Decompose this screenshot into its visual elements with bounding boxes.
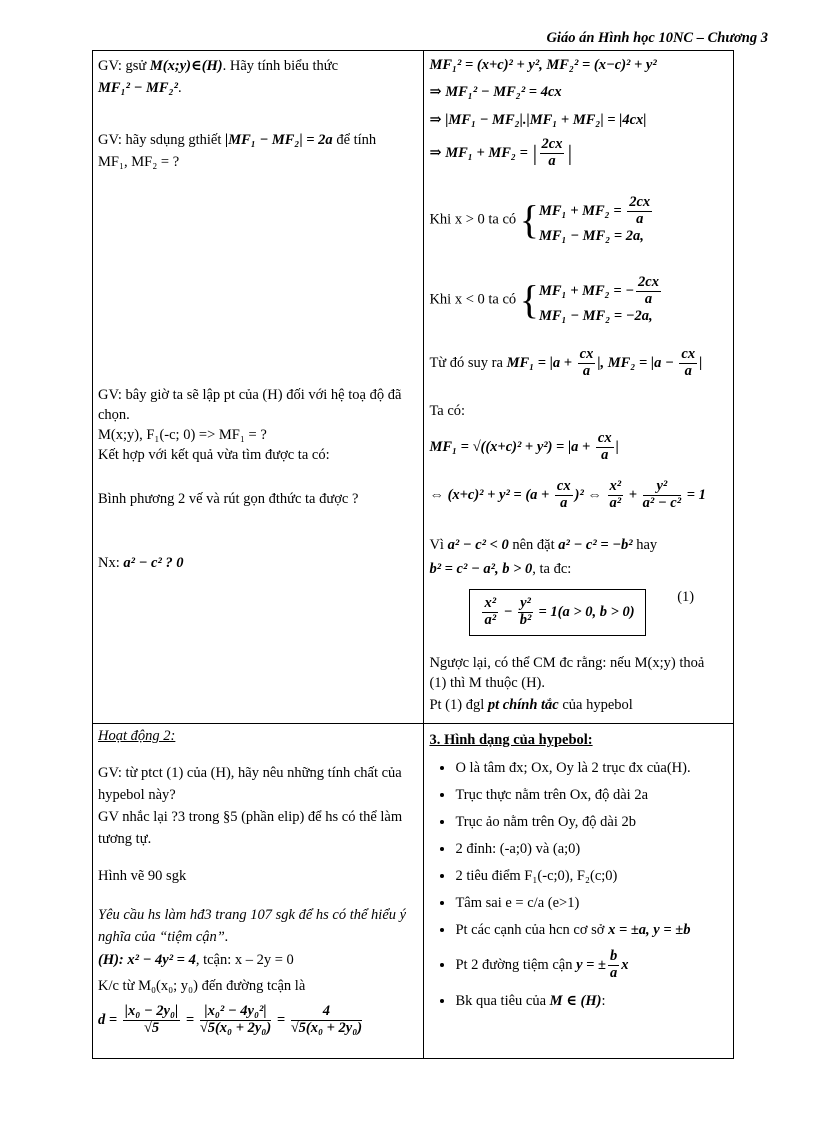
- frac-num: 2cx: [541, 136, 563, 152]
- row2-right-cell: [424, 724, 734, 1059]
- frac-den: a² − c²: [642, 494, 682, 511]
- hs-task: Yêu cầu hs làm hđ3 trang 107 sgk để hs có thể hiểu ý nghĩa của “tiệm cận”.: [98, 907, 407, 945]
- frac-num: x²: [609, 478, 622, 494]
- list-item: • Tâm sai e = c/a (e>1): [455, 895, 747, 912]
- text: MF₁ + MF₂ =: [538, 202, 626, 219]
- gv-task-1: GV: từ ptct (1) của (H), hãy nêu những tính chất của hypebol này?: [98, 765, 402, 803]
- frac-den: √5: [143, 1019, 160, 1036]
- text: Nx:: [98, 555, 124, 571]
- text: Kết hợp với kết quả vừa tìm được ta có:: [98, 447, 330, 463]
- canonical-equation-box: [469, 589, 694, 636]
- gv-question-3: [98, 385, 410, 465]
- text: :: [601, 992, 606, 1009]
- eq-mf1-sqrt: [429, 431, 618, 464]
- text: MF₁ = √((x+c)² + y²) = |a +: [429, 438, 594, 455]
- note-nx: [98, 555, 184, 572]
- frac-num: y²: [643, 479, 681, 496]
- math-hypothesis: |MF₁ − MF₂| = 2a: [225, 132, 333, 148]
- figure-ref: Hình vẽ 90 sgk: [98, 868, 187, 884]
- row1-right-cell: [424, 51, 734, 724]
- text: Khi x > 0 ta có: [429, 211, 520, 228]
- equation-tag: (1): [677, 589, 695, 605]
- text: MF₁ − MF₂ = 2a,: [538, 227, 644, 244]
- math: M ∈ (H): [549, 992, 602, 1009]
- text: y = ±: [576, 956, 606, 973]
- text: MF₁, MF₂ = ?: [98, 154, 180, 170]
- list-item: [455, 949, 747, 982]
- case-x-negative: [429, 275, 663, 325]
- frac-den: a: [548, 152, 556, 169]
- text: Khi x < 0 ta có: [429, 291, 520, 308]
- text: MF₁ = |a +: [506, 354, 576, 371]
- frac-den: a²: [609, 494, 622, 511]
- page-header: Giáo án Hình học 10NC – Chương 3: [546, 30, 768, 46]
- case-x-positive: [429, 195, 654, 245]
- frac-den: a: [582, 362, 591, 379]
- gv-question-2: [98, 129, 410, 173]
- gv-question-4: Bình phương 2 vế và rút gọn đthức ta được ?: [98, 491, 359, 507]
- text: −: [500, 603, 517, 620]
- frac-den: a: [684, 362, 692, 379]
- frac-den: b²: [519, 611, 532, 628]
- hyperbola-example: [98, 952, 294, 969]
- math: b² = c² − a², b > 0: [429, 561, 533, 577]
- text: +: [625, 486, 641, 503]
- distance-formula: d = $\frac{\text{|x₀ − 2y₀|}}{√5}$ = $\frac{\text{|x₀² − 4y₀²|}}{\text{√5(x₀ + 2y₀)}}$ = $\frac{4}{\text{√5(x₀ + 2y₀)}}$: [98, 1003, 363, 1036]
- frac-num: |x₀ − 2y₀|: [124, 1003, 179, 1019]
- frac-num: cx: [556, 478, 571, 494]
- list-item: [455, 922, 747, 939]
- text: nên đặt: [508, 537, 559, 553]
- text: )² ⇔: [574, 486, 606, 503]
- frac-den: a: [560, 494, 568, 511]
- frac-den: a: [644, 290, 653, 307]
- list-item: [455, 992, 747, 1010]
- text: = 1(a > 0, b > 0): [534, 603, 635, 620]
- text: hay: [632, 537, 658, 553]
- math-nx: a² − c² ? 0: [123, 555, 184, 571]
- row1-left-cell: [93, 51, 424, 724]
- table-row-1: [93, 51, 734, 724]
- list-item: • O là tâm đx; Ox, Oy là 2 trục đx của(H).: [455, 760, 747, 777]
- text: |: [615, 438, 619, 455]
- text: x: [621, 956, 629, 973]
- text: GV: bây giờ ta sẽ lập pt của (H) đối với hệ toạ độ đã chọn.: [98, 387, 402, 423]
- frac-den: a²: [484, 611, 497, 628]
- text: , tcận: x – 2y = 0: [195, 952, 294, 968]
- gv-question-1: [98, 55, 410, 99]
- section-title: 3. Hình dạng của hypebol:: [429, 732, 593, 748]
- text: = 1: [683, 486, 706, 503]
- text: .: [177, 80, 182, 96]
- activity-title: Hoạt động 2:: [98, 728, 176, 744]
- frac-num: |x₀² − 4y₀²|: [200, 1004, 271, 1021]
- list-item: • 2 tiêu điểm F₁(-c;0), F₂(c;0): [455, 868, 747, 885]
- math-point-in-h: M(x;y)∈(H): [149, 58, 223, 74]
- text: Từ đó suy ra: [429, 354, 507, 371]
- text: Pt 2 đường tiệm cận: [455, 956, 577, 973]
- eq-squared: [429, 479, 705, 512]
- frac-den: a: [601, 446, 609, 463]
- frac-den: a: [609, 964, 618, 981]
- eq-mf-product: ⇒ |MF₁ − MF₂|.|MF₁ + MF₂| = |4cx|: [429, 112, 647, 128]
- properties-list: [429, 760, 747, 1020]
- text: pt chính tắc: [487, 697, 559, 713]
- eq-mf-squares: MF₁² = (x+c)² + y², MF₂² = (x−c)² + y²: [429, 57, 657, 73]
- frac-num: cx: [681, 346, 696, 362]
- text: GV: gsử: [98, 58, 150, 74]
- list-item: • 2 đỉnh: (-a;0) và (a;0): [455, 841, 747, 858]
- text: |: [699, 354, 703, 371]
- list-item: • Trục ảo nằm trên Oy, độ dài 2b: [455, 814, 747, 831]
- definition-line: [429, 697, 632, 714]
- gv-task-2: GV nhắc lại ?3 trong §5 (phần elip) để hs có thể làm tương tự.: [98, 809, 403, 847]
- frac-num: cx: [579, 346, 594, 362]
- math: a² − c² = −b²: [558, 537, 633, 553]
- eq-mf-diff: ⇒ MF₁² − MF₂² = 4cx: [429, 84, 562, 100]
- list-item: • Trục thực nằm trên Ox, độ dài 2a: [455, 787, 747, 804]
- text: Vì: [429, 537, 448, 553]
- text: Bk qua tiêu của: [455, 992, 550, 1009]
- abs-bar: |: [566, 140, 573, 166]
- since-statement: [429, 533, 721, 581]
- math-mf-diff: MF₁² − MF₂²: [98, 80, 178, 96]
- text: M(x;y), F₁(-c; 0) => MF₁ = ?: [98, 427, 267, 443]
- frac-num: 4: [291, 1004, 362, 1021]
- text: ⇔ (x+c)² + y² = (a +: [429, 486, 553, 503]
- text: Pt các cạnh của hcn cơ sở: [455, 922, 609, 938]
- frac-num: 2cx: [629, 194, 651, 210]
- text: để tính: [332, 132, 377, 148]
- text: của hypebol: [558, 697, 633, 713]
- row2-left-cell: [93, 724, 424, 1059]
- text: MF₁ + MF₂ = −: [538, 282, 635, 299]
- frac-num: b: [609, 948, 618, 964]
- frac-num: y²: [520, 595, 531, 611]
- lesson-table: [92, 50, 734, 1059]
- text: MF₁ − MF₂ = −2a,: [538, 307, 653, 324]
- math: (H): x² − 4y² = 4: [98, 952, 196, 968]
- frac-num: 2cx: [638, 274, 659, 290]
- frac-den: √5(x₀ + 2y₀): [199, 1019, 272, 1036]
- text: . Hãy tính biểu thức: [222, 58, 339, 74]
- table-row-2: [93, 724, 734, 1059]
- abs-bar: |: [531, 140, 538, 166]
- text: GV: hãy sdụng gthiết: [98, 132, 225, 148]
- text: ⇒ MF₁ + MF₂ =: [429, 144, 532, 161]
- math: x = ±a, y = ±b: [608, 922, 691, 938]
- frac-num: cx: [597, 430, 612, 446]
- ta-co-label: Ta có:: [429, 403, 466, 419]
- text: d =: [98, 1011, 121, 1028]
- brace: {: [519, 276, 539, 322]
- frac-den: a: [636, 210, 644, 227]
- frac-num: x²: [484, 595, 497, 611]
- distance-intro: K/c từ M₀(x₀; y₀) đến đường tcận là: [98, 978, 306, 994]
- brace: {: [519, 196, 539, 242]
- math: a² − c² < 0: [447, 537, 509, 553]
- deduce-mf: [429, 347, 702, 380]
- text: |, MF₂ = |a −: [597, 354, 678, 371]
- frac-den: √5(x₀ + 2y₀): [290, 1019, 363, 1036]
- text: Pt (1) đgl: [429, 697, 488, 713]
- eq-mf-sum: [429, 137, 572, 170]
- text: , ta đc:: [532, 561, 572, 577]
- converse-note: Ngược lại, có thể CM đc rằng: nếu M(x;y) thoả (1) thì M thuộc (H).: [429, 655, 705, 691]
